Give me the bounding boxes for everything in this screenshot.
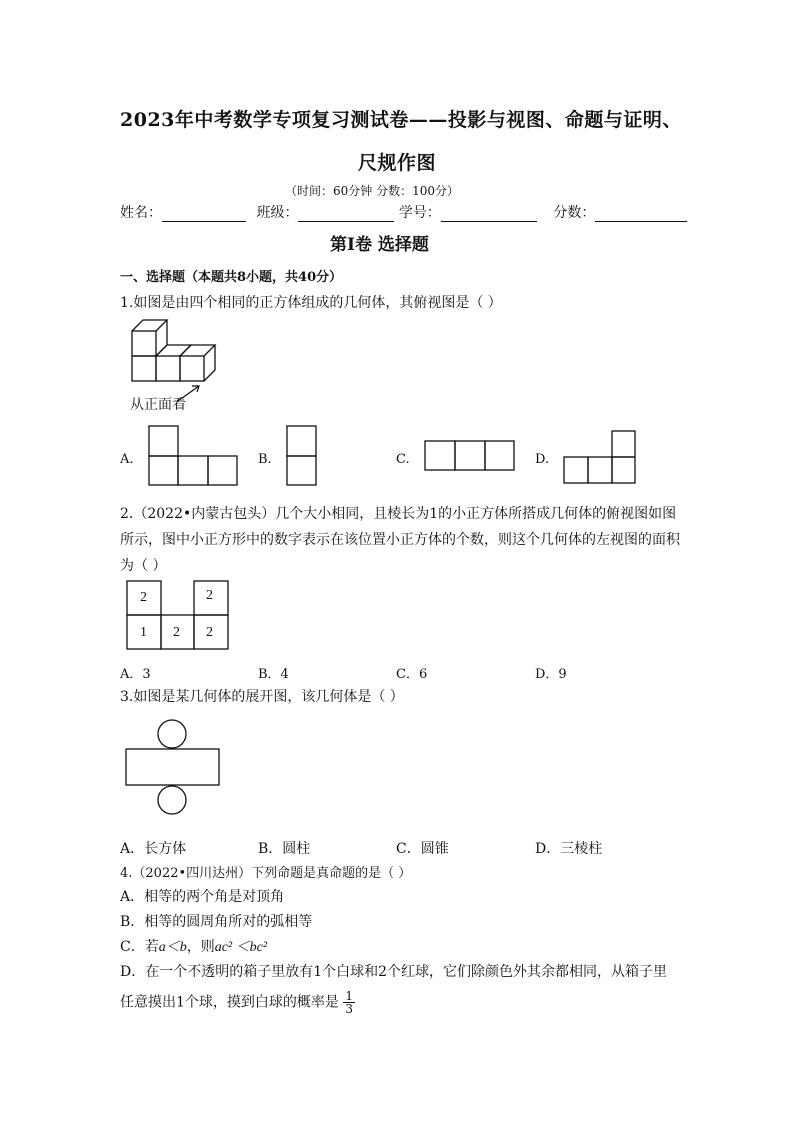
q3-option-d[interactable]: D．三棱柱 bbox=[535, 841, 603, 857]
score-label: 分数： bbox=[553, 205, 596, 221]
id-label: 学号： bbox=[398, 205, 441, 221]
q4-option-c-condition: a＜b bbox=[158, 940, 187, 955]
q4-option-c[interactable] bbox=[120, 936, 267, 956]
q1-option-d-label[interactable]: D. bbox=[535, 452, 550, 467]
q4-option-c-prefix: C．若 bbox=[120, 939, 159, 955]
q3-option-c[interactable]: C．圆锥 bbox=[396, 841, 449, 857]
fraction-numerator: 1 bbox=[345, 989, 354, 1003]
q4-option-c-mid: ，则 bbox=[186, 939, 215, 955]
fraction-denominator: 3 bbox=[345, 1002, 354, 1016]
q2-grid-cell-bottom-right: 2 bbox=[206, 625, 213, 640]
q2-option-b[interactable]: B．4 bbox=[258, 667, 289, 682]
q1-arrow-caption: 从正面看 bbox=[130, 397, 186, 413]
class-label: 班级： bbox=[256, 205, 299, 221]
q2-grid-cell-top-right: 2 bbox=[206, 588, 213, 603]
q2-option-d[interactable]: D．9 bbox=[535, 667, 567, 682]
q4-option-c-result: ac² ＜bc² bbox=[214, 940, 268, 955]
time-score-info: （时间：60分钟 分数：100分） bbox=[285, 184, 459, 198]
q2-option-a[interactable]: A．3 bbox=[120, 667, 151, 682]
q2-line2: 所示，图中小正方形中的数字表示在该位置小正方体的个数，则这个几何体的左视图的面积 bbox=[120, 532, 680, 548]
q3-text: 3.如图是某几何体的展开图，该几何体是（ ） bbox=[120, 689, 404, 705]
q3-option-a[interactable]: A．长方体 bbox=[120, 841, 187, 857]
page-title-line1: 2023年中考数学专项复习测试卷——投影与视图、命题与证明、 bbox=[120, 109, 682, 131]
q2-grid-cell-bottom-middle: 2 bbox=[173, 625, 180, 640]
q1-option-c-label[interactable]: C. bbox=[396, 452, 410, 467]
probability-fraction bbox=[343, 990, 355, 1015]
q3-option-b[interactable]: B．圆柱 bbox=[258, 841, 311, 857]
page-title-line2: 尺规作图 bbox=[358, 152, 437, 174]
part-heading: 一、选择题（本题共8小题，共40分） bbox=[120, 270, 343, 285]
q2-option-c[interactable]: C．6 bbox=[396, 667, 428, 682]
q4-option-a[interactable]: A．相等的两个角是对顶角 bbox=[120, 889, 285, 905]
q1-option-b-label[interactable]: B. bbox=[258, 452, 272, 467]
q2-line1: 2.（2022•内蒙古包头）几个大小相同，且棱长为1的小正方体所搭成几何体的俯视图如图 bbox=[120, 506, 677, 522]
section-title: 第Ⅰ卷 选择题 bbox=[330, 235, 429, 255]
q1-option-a-label[interactable]: A. bbox=[120, 452, 134, 467]
name-label: 姓名： bbox=[120, 205, 162, 221]
q2-grid-cell-top-left: 2 bbox=[140, 590, 147, 605]
q4-option-b[interactable]: B．相等的圆周角所对的弧相等 bbox=[120, 914, 313, 930]
q2-line3: 为（ ） bbox=[120, 558, 167, 574]
q2-grid-cell-bottom-left: 1 bbox=[140, 625, 147, 640]
q4-option-d-line2[interactable] bbox=[120, 990, 355, 1015]
q4-text: 4.（2022•四川达州）下列命题是真命题的是（ ） bbox=[120, 866, 412, 881]
q1-text: 1.如图是由四个相同的正方体组成的几何体，其俯视图是（ ） bbox=[120, 295, 502, 311]
q4-option-d-line1[interactable]: D．在一个不透明的箱子里放有1个白球和2个红球，它们除颜色外其余都相同，从箱子里 bbox=[120, 964, 668, 980]
q4-option-d-text: 任意摸出1个球，摸到白球的概率是 bbox=[120, 994, 339, 1011]
